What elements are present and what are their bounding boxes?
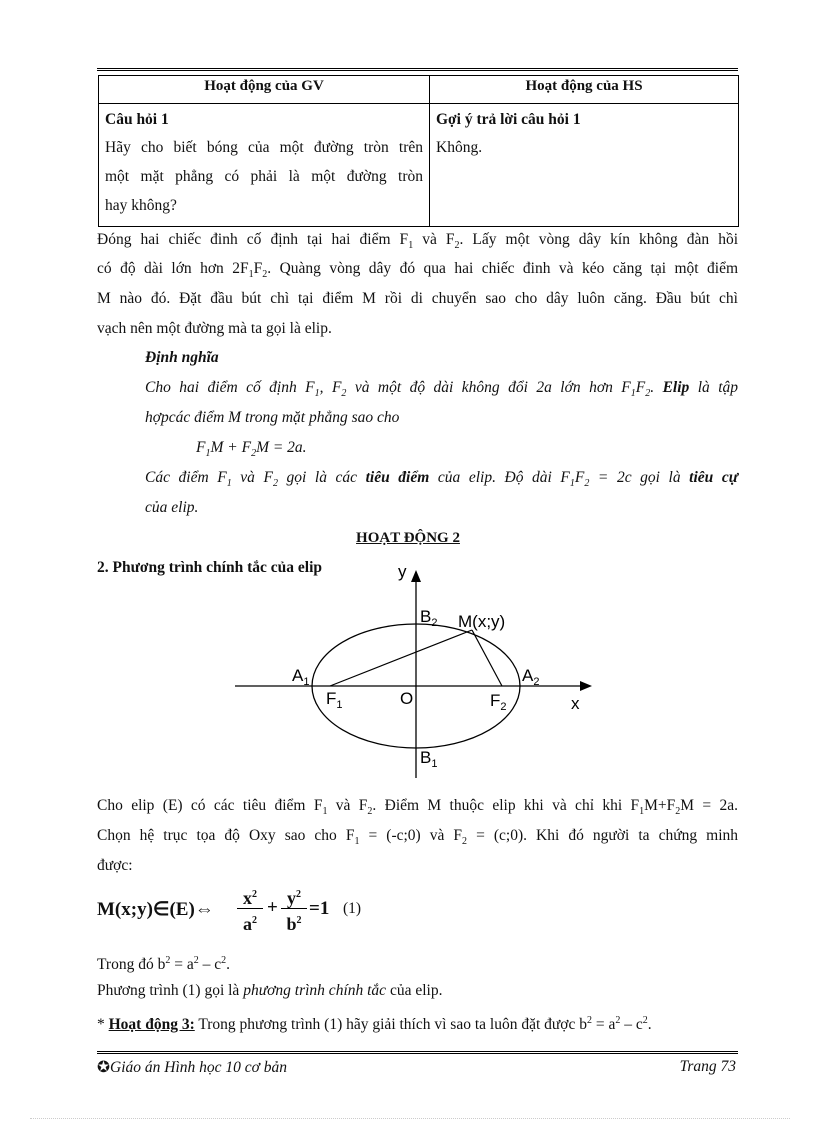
segment-m-f2 [472,630,502,686]
activity-2-heading: HOẠT ĐỘNG 2 [356,530,460,546]
equation-frac-x: $x^2$ $a^2$ [237,885,263,936]
col-header-gv: Hoạt động của GV [99,76,430,104]
gv-question-line-3: hay không? [105,197,177,214]
header-rule [97,68,738,71]
label-b2: $B_2$ [420,607,438,629]
equation-rhs: =1 [309,898,330,919]
bottom-dotted-rule [30,1118,790,1119]
label-y: y [398,562,407,581]
equation-label: (1) [343,900,362,917]
label-m: M(x;y) [458,612,506,631]
gv-question-line-2: một mặt phẳng có phải là một đường tròn [105,168,423,185]
footer-rule [97,1051,738,1054]
after-line-3: được: [97,857,133,874]
bottom-line-2: Phương trình (1) gọi là phương trình chính tắc của elip. [97,982,443,999]
ellipse-diagram [230,560,610,782]
intro-line-4: vạch nên một đường mà ta gọi là elip. [97,320,332,337]
hs-answer-title: Gợi ý trả lời câu hỏi 1 [436,111,581,128]
section-2-title: 2. Phương trình chính tắc của elip [97,559,323,576]
label-a1: $A_1$ [292,666,310,688]
intro-line-2: có độ dài lớn hơn $2F_1F_2$. Quàng vòng dây đó qua hai chiếc đinh và kéo căng tại một điểm [97,260,739,281]
definition-line-4: Các điểm $F_1$ và $F_2$ gọi là các tiêu điểm của elip. Độ dài $F_1F_2 = 2c$ gọi là tiêu cự [145,469,739,490]
activity-table [98,75,739,227]
label-f2: $F_2$ [490,691,507,713]
label-b1: $B_1$ [420,748,438,770]
equation-lhs: M(x;y)∈(E)⇔ [97,899,214,920]
gv-question-title: Câu hỏi 1 [105,111,169,128]
after-line-2: Chọn hệ trục tọa độ Oxy sao cho $F_1$ = (-c;0) và $F_2$ = (c;0). Khi đó người ta chứng minh [97,827,738,848]
definition-title: Định nghĩa [145,349,219,366]
gv-cell [99,104,430,227]
definition-line-2: hợpcác điểm M trong mặt phẳng sao cho [145,409,400,426]
gv-question-line-1: Hãy cho biết bóng của một đường tròn trên [105,139,423,156]
label-a2: $A_2$ [522,666,540,688]
col-header-hs: Hoạt động của HS [430,76,739,104]
label-x: x [571,694,580,713]
footer-left: ✪Giáo án Hình học 10 cơ bản [97,1059,288,1076]
label-f1: $F_1$ [326,689,343,711]
y-axis-arrow [411,570,421,582]
intro-line-1: Đóng hai chiếc đinh cố định tại hai điểm $F_1$ và $F_2$. Lấy một vòng dây kín không đàn hồi [97,231,739,252]
footer-page-number: Trang 73 [679,1058,736,1075]
equation-plus: + [267,897,278,918]
bottom-line-1: Trong đó $b^2 = a^2 - c^2$. [97,955,230,974]
definition-equation: $F_1M + F_2M = 2a$. [196,439,307,460]
footer-bullet-icon: ✪ [97,1059,110,1076]
label-o: O [400,689,414,708]
segment-f1-m [330,630,472,686]
x-axis-arrow [580,681,592,691]
hs-answer: Không. [436,139,483,156]
definition-line-1: Cho hai điểm cố định $F_1$, $F_2$ và một độ dài không đổi 2a lớn hơn $F_1F_2$. Elip là tập [145,379,739,400]
after-line-1: Cho elip (E) có các tiêu điểm $F_1$ và $F_2$. Điểm M thuộc elip khi và chỉ khi $F_1M+F_2M = 2a$. [97,797,739,818]
hs-cell [430,104,739,227]
intro-line-3: M nào đó. Đặt đầu bút chì tại điểm M rồi di chuyển sao cho dây luôn căng. Đầu bút chì [97,290,738,307]
bottom-line-3: * Hoạt động 3: Trong phương trình (1) hãy giải thích vì sao ta luôn đặt được $b^2 = a^2 - c^2$. [97,1015,652,1034]
equation-frac-y: $y^2$ $b^2$ [281,885,307,936]
definition-line-5: của elip. [145,499,199,516]
